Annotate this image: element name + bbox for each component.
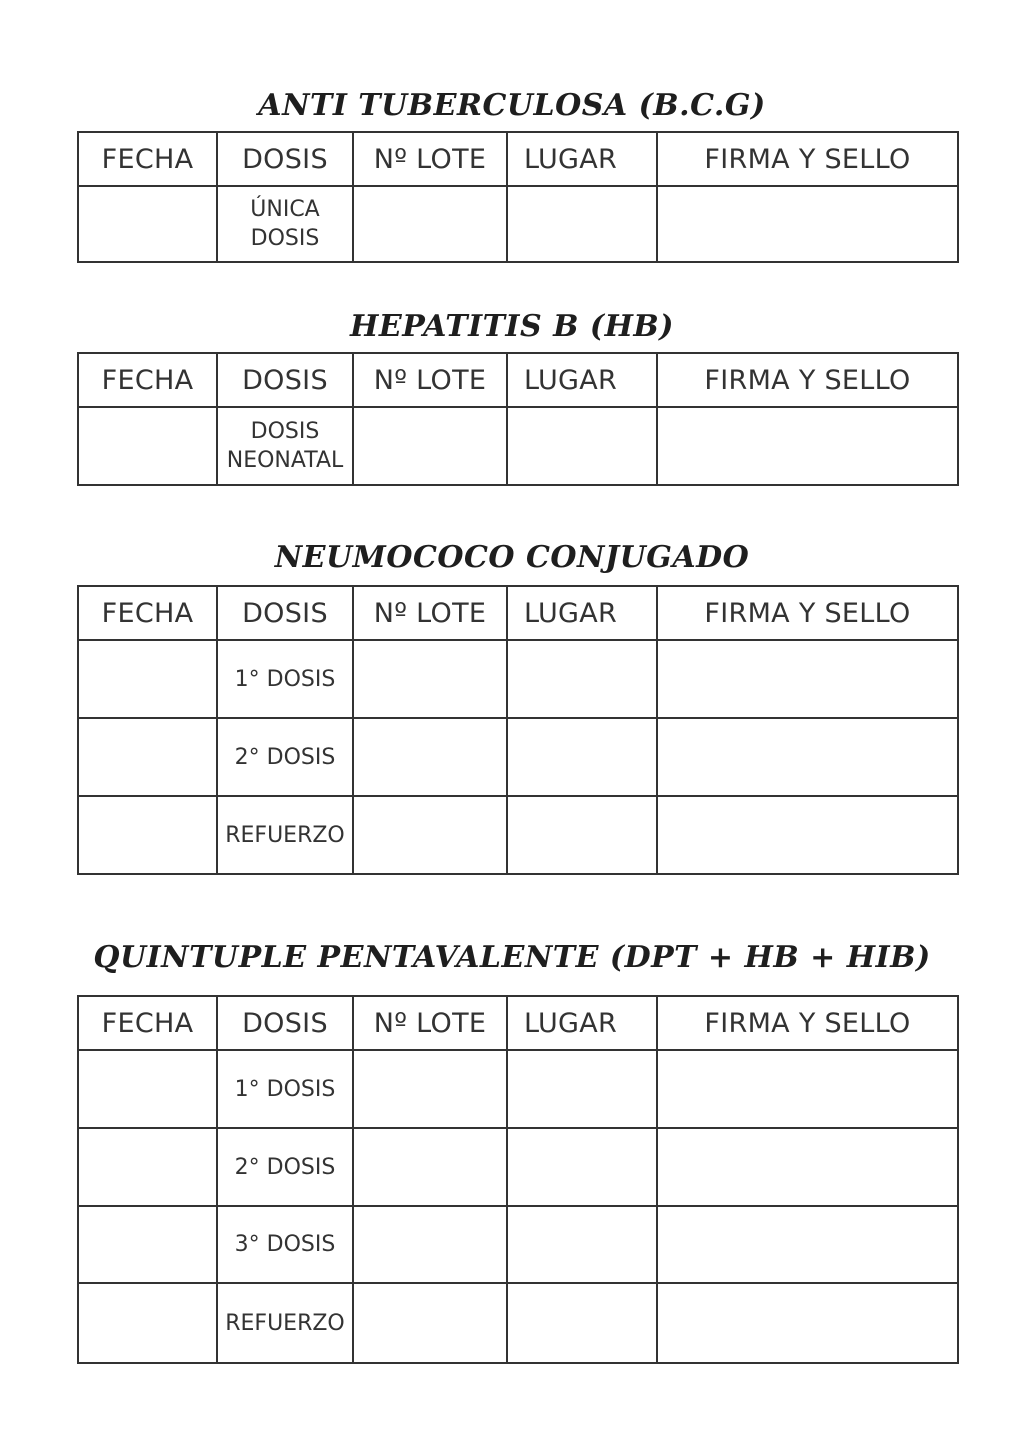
lugar-cell[interactable] [507,640,657,718]
section-title-bcg: ANTI TUBERCULOSA (B.C.G) [258,88,766,123]
fecha-cell[interactable] [78,718,217,796]
lugar-cell[interactable] [507,1283,657,1363]
fecha-cell[interactable] [78,1206,217,1283]
table-row [78,1128,958,1206]
lote-cell[interactable] [353,1128,507,1206]
col-fecha: FECHA [78,353,217,407]
table-row [78,186,958,262]
col-firma: FIRMA Y SELLO [657,996,958,1050]
dose-label: 1° DOSIS [217,1050,353,1128]
dose-label: 1° DOSIS [217,640,353,718]
col-fecha: FECHA [78,132,217,186]
table-row [78,718,958,796]
fecha-cell[interactable] [78,1283,217,1363]
table-row [78,407,958,485]
firma-cell[interactable] [657,1128,958,1206]
lugar-cell[interactable] [507,1050,657,1128]
col-firma: FIRMA Y SELLO [657,353,958,407]
lugar-cell[interactable] [507,796,657,874]
col-dosis: DOSIS [217,586,353,640]
col-lugar: LUGAR [507,353,657,407]
lote-cell[interactable] [353,1206,507,1283]
col-dosis: DOSIS [217,996,353,1050]
lote-cell[interactable] [353,640,507,718]
fecha-cell[interactable] [78,407,217,485]
firma-cell[interactable] [657,1206,958,1283]
firma-cell[interactable] [657,640,958,718]
table-row [78,1050,958,1128]
fecha-cell[interactable] [78,1050,217,1128]
col-firma: FIRMA Y SELLO [657,586,958,640]
fecha-cell[interactable] [78,796,217,874]
firma-cell[interactable] [657,186,958,262]
col-fecha: FECHA [78,586,217,640]
dose-label: 2° DOSIS [217,1128,353,1206]
table-hepatitis-b [77,352,959,486]
dose-label: ÚNICA DOSIS [217,186,353,262]
header-row [78,353,958,407]
fecha-cell[interactable] [78,1128,217,1206]
section-title-neumococo: NEUMOCOCO CONJUGADO [274,540,750,575]
table-neumococo [77,585,959,875]
header-row [78,996,958,1050]
col-lote: Nº LOTE [353,586,507,640]
col-lugar: LUGAR [507,132,657,186]
lugar-cell[interactable] [507,1128,657,1206]
table-row [78,1206,958,1283]
col-fecha: FECHA [78,996,217,1050]
col-lugar: LUGAR [507,996,657,1050]
lote-cell[interactable] [353,796,507,874]
col-lote: Nº LOTE [353,132,507,186]
header-row [78,132,958,186]
lote-cell[interactable] [353,718,507,796]
lugar-cell[interactable] [507,407,657,485]
dose-label: 2° DOSIS [217,718,353,796]
table-bcg [77,131,959,263]
firma-cell[interactable] [657,1283,958,1363]
section-title-pentavalente: QUINTUPLE PENTAVALENTE (DPT + HB + HIB) [93,940,931,975]
firma-cell[interactable] [657,718,958,796]
col-dosis: DOSIS [217,353,353,407]
col-lugar: LUGAR [507,586,657,640]
lugar-cell[interactable] [507,1206,657,1283]
table-row [78,1283,958,1363]
dose-label: REFUERZO [217,1283,353,1363]
lote-cell[interactable] [353,186,507,262]
table-pentavalente [77,995,959,1364]
firma-cell[interactable] [657,796,958,874]
table-row [78,640,958,718]
dose-label: DOSIS NEONATAL [217,407,353,485]
dose-label: 3° DOSIS [217,1206,353,1283]
header-row [78,586,958,640]
firma-cell[interactable] [657,407,958,485]
fecha-cell[interactable] [78,186,217,262]
lugar-cell[interactable] [507,718,657,796]
lote-cell[interactable] [353,1283,507,1363]
section-title-hepatitis-b: HEPATITIS B (HB) [350,309,674,344]
lote-cell[interactable] [353,407,507,485]
col-lote: Nº LOTE [353,996,507,1050]
table-row [78,796,958,874]
col-dosis: DOSIS [217,132,353,186]
fecha-cell[interactable] [78,640,217,718]
lote-cell[interactable] [353,1050,507,1128]
lugar-cell[interactable] [507,186,657,262]
col-firma: FIRMA Y SELLO [657,132,958,186]
col-lote: Nº LOTE [353,353,507,407]
dose-label: REFUERZO [217,796,353,874]
firma-cell[interactable] [657,1050,958,1128]
